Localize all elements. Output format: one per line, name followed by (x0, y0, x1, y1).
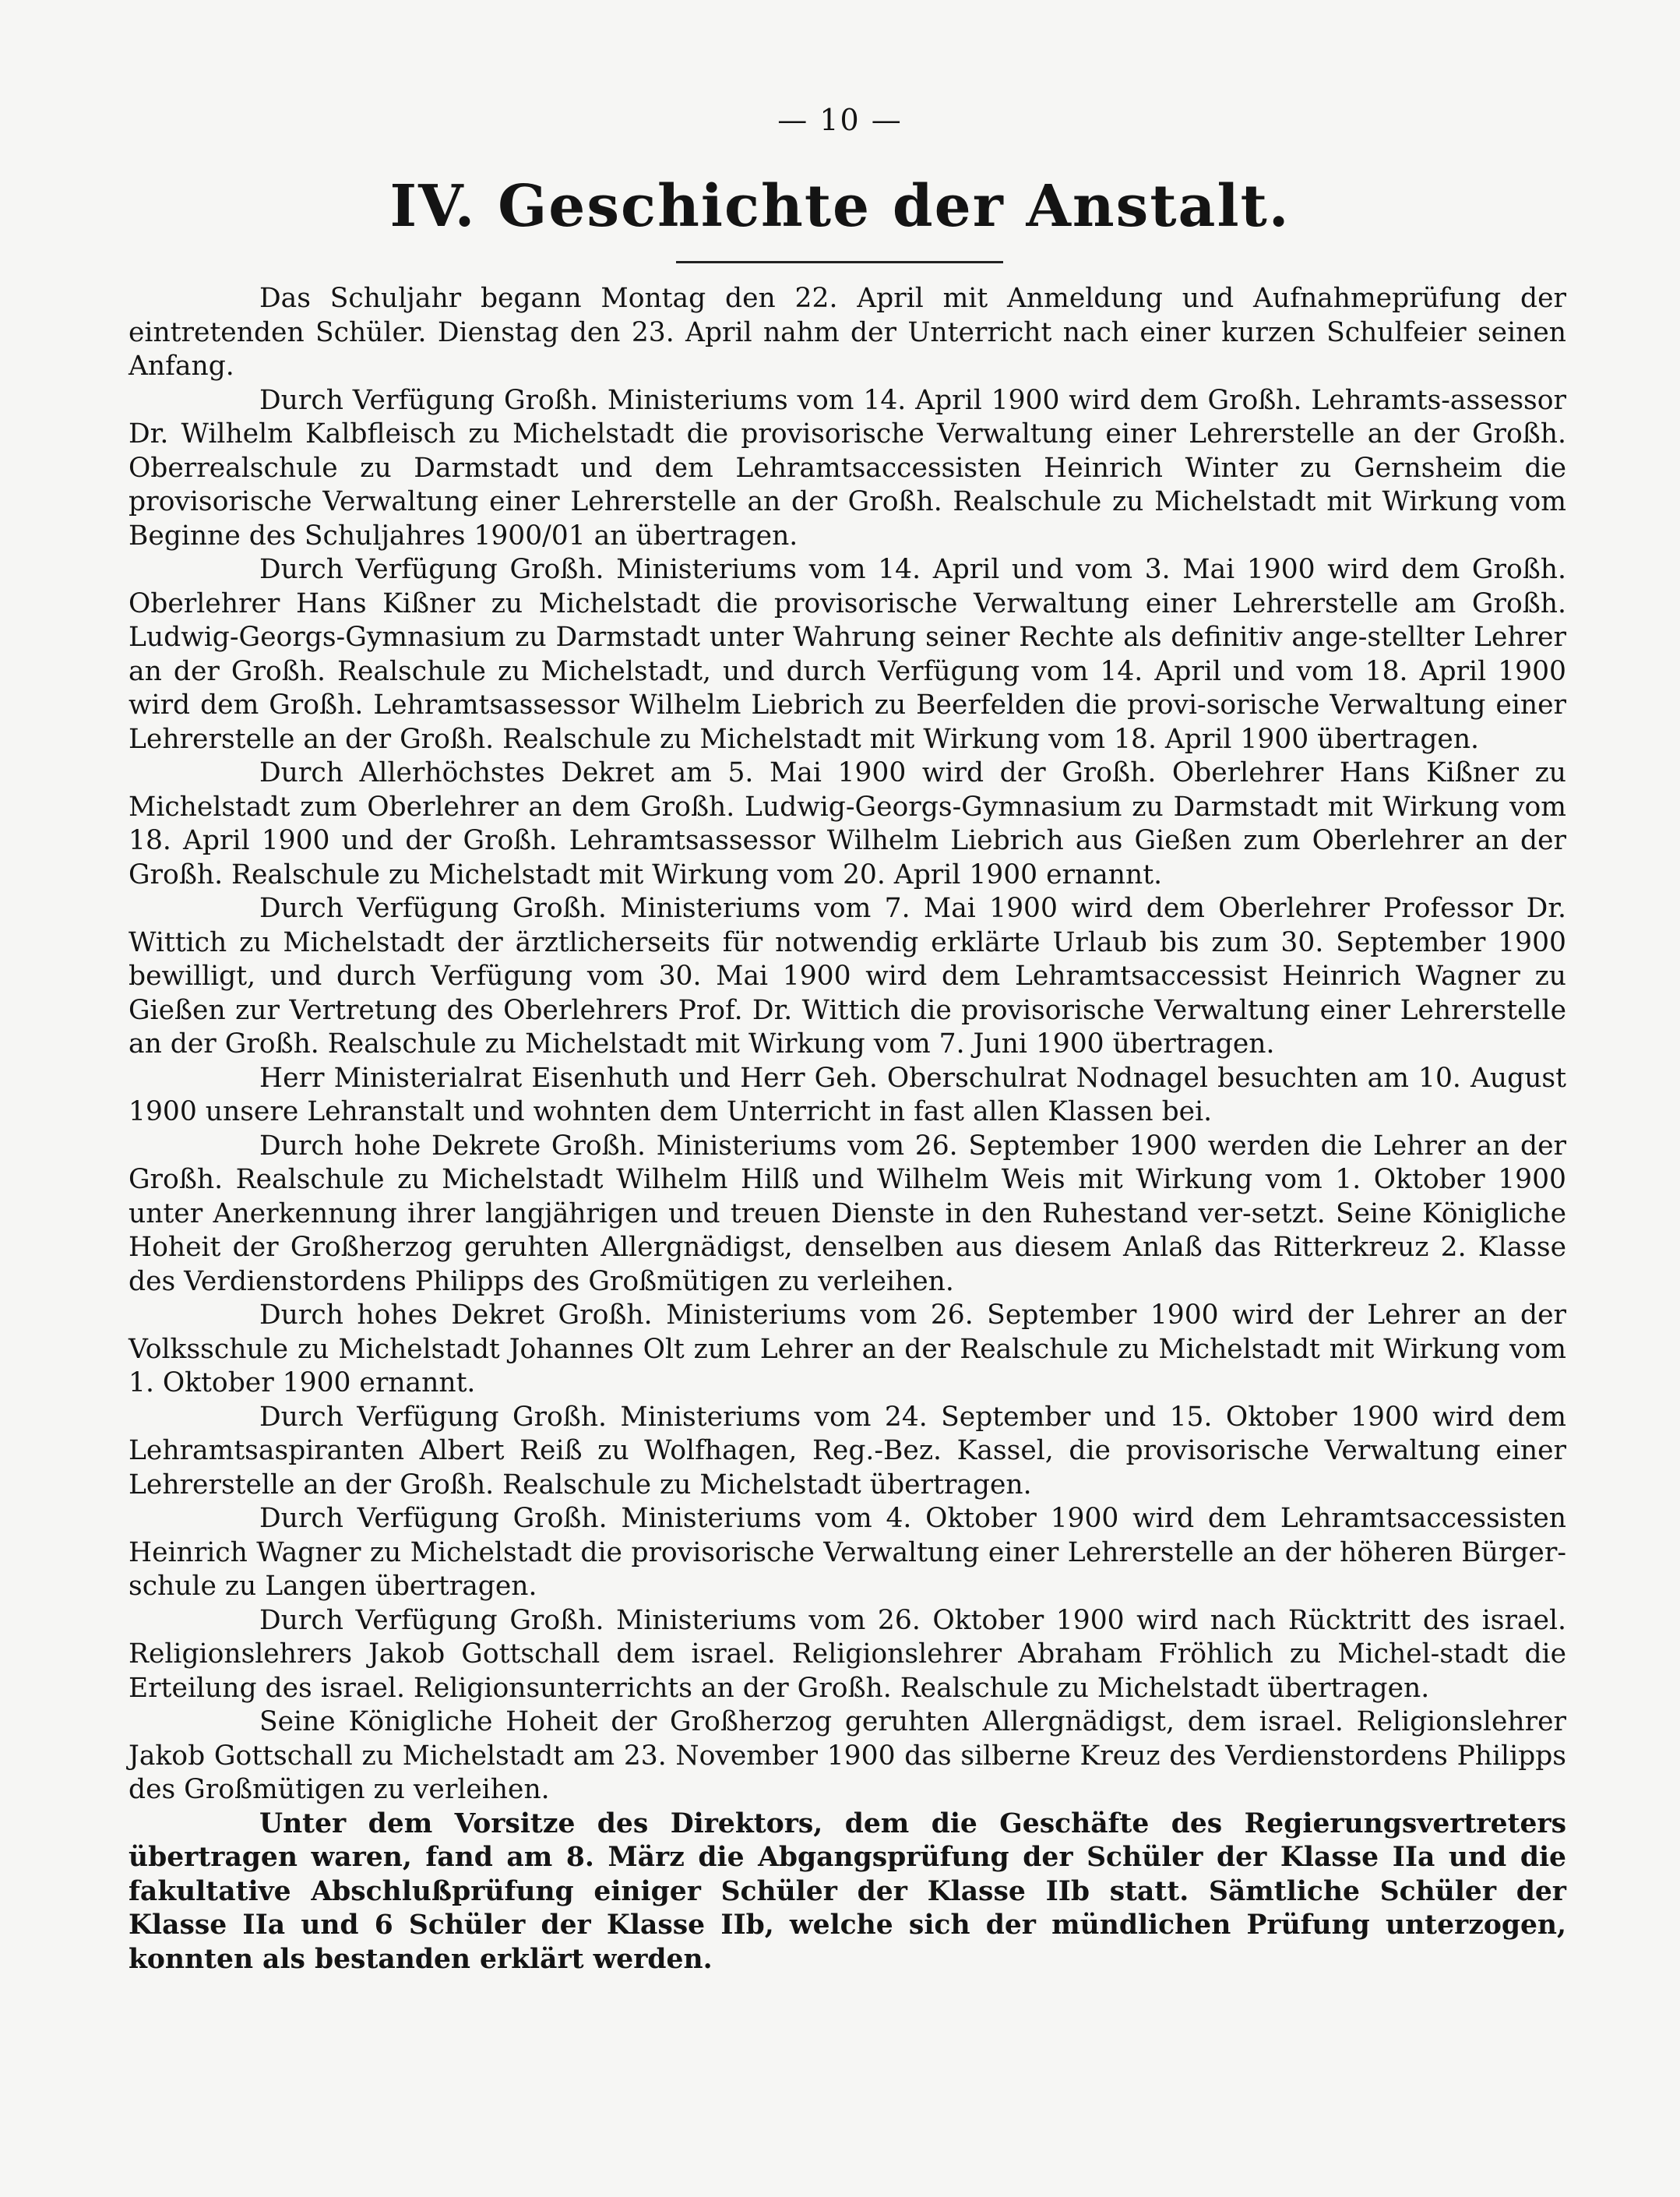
title-divider (676, 261, 1003, 263)
paragraph-10: Durch Verfügung Großh. Ministeriums vom 4. Oktober 1900 wird dem Lehramtsaccessisten Heinrich Wagner zu Michelstadt die provisorische Verwaltung einer Lehrerstelle an der höheren Bürger-schule zu Langen übertragen. (129, 1503, 1566, 1602)
paragraph-3: Durch Verfügung Großh. Ministeriums vom 14. April und vom 3. Mai 1900 wird dem Großh. Oberlehrer Hans Kißner zu Michelstadt die provisorische Verwaltung einer Lehrerstelle am Großh. Ludwig-Georgs-Gymnasium zu Darmstadt unter Wahrung seiner Rechte als definitiv ange-stellter Lehrer an der Großh. Realschule zu Michelstadt, und durch Verfügung vom 14. April und vom 18. April 1900 wird dem Großh. Lehramtsassessor Wilhelm Liebrich zu Beerfelden die provi-sorische Verwaltung einer Lehrerstelle an der Großh. Realschule zu Michelstadt mit Wirkung vom 18. April 1900 übertragen. (129, 554, 1566, 755)
paragraph-12: Seine Königliche Hoheit der Großherzog geruhten Allergnädigst, dem israel. Religionslehrer Jakob Gottschall zu Michelstadt am 23. November 1900 das silberne Kreuz des Verdienstordens Philipps des Großmütigen zu verleihen. (129, 1706, 1566, 1805)
paragraph-9: Durch Verfügung Großh. Ministeriums vom 24. September und 15. Oktober 1900 wird dem Lehramtsaspiranten Albert Reiß zu Wolfhagen, Reg.-Bez. Kassel, die provisorische Verwaltung einer Lehrerstelle an der Großh. Realschule zu Michelstadt übertragen. (129, 1401, 1566, 1501)
body-text (129, 282, 1566, 1977)
paragraph-2: Durch Verfügung Großh. Ministeriums vom 14. April 1900 wird dem Großh. Lehramts-assessor Dr. Wilhelm Kalbfleisch zu Michelstadt die provisorische Verwaltung einer Lehrerstelle an der Großh. Oberrealschule zu Darmstadt und dem Lehramtsaccessisten Heinrich Winter zu Gernsheim die provisorische Verwaltung einer Lehrerstelle an der Großh. Realschule zu Michelstadt mit Wirkung vom Beginne des Schuljahres 1900/01 an übertragen. (129, 384, 1566, 552)
paragraph-5: Durch Verfügung Großh. Ministeriums vom 7. Mai 1900 wird dem Oberlehrer Professor Dr. Wittich zu Michelstadt der ärztlicherseits für notwendig erklärte Urlaub bis zum 30. September 1900 bewilligt, und durch Verfügung vom 30. Mai 1900 wird dem Lehramtsaccessist Heinrich Wagner zu Gießen zur Vertretung des Oberlehrers Prof. Dr. Wittich die provisorische Verwaltung einer Lehrerstelle an der Großh. Realschule zu Michelstadt mit Wirkung vom 7. Juni 1900 übertragen. (129, 893, 1566, 1060)
paragraph-8: Durch hohes Dekret Großh. Ministeriums vom 26. September 1900 wird der Lehrer an der Volksschule zu Michelstadt Johannes Olt zum Lehrer an der Realschule zu Michelstadt mit Wirkung vom 1. Oktober 1900 ernannt. (129, 1300, 1566, 1398)
paragraph-13: Unter dem Vorsitze des Direktors, dem die Geschäfte des Regierungsvertreters übertragen waren, fand am 8. März die Abgangsprüfung der Schüler der Klasse IIa und die fakultative Abschlußprüfung einiger Schüler der Klasse IIb statt. Sämtliche Schüler der Klasse IIa und 6 Schüler der Klasse IIb, welche sich der mündlichen Prüfung unterzogen, konnten als bestanden erklärt werden. (129, 1807, 1566, 1975)
paragraph-4: Durch Allerhöchstes Dekret am 5. Mai 1900 wird der Großh. Oberlehrer Hans Kißner zu Michelstadt zum Oberlehrer an dem Großh. Ludwig-Georgs-Gymnasium zu Darmstadt mit Wirkung vom 18. April 1900 und der Großh. Lehramtsassessor Wilhelm Liebrich aus Gießen zum Oberlehrer an der Großh. Realschule zu Michelstadt mit Wirkung vom 20. April 1900 ernannt. (129, 757, 1566, 890)
paragraph-11: Durch Verfügung Großh. Ministeriums vom 26. Oktober 1900 wird nach Rücktritt des israel. Religionslehrers Jakob Gottschall dem israel. Religionslehrer Abraham Fröhlich zu Michel-stadt die Erteilung des israel. Religionsunterrichts an der Großh. Realschule zu Michelstadt übertragen. (129, 1604, 1566, 1704)
paragraph-1: Das Schuljahr begann Montag den 22. April mit Anmeldung und Aufnahmeprüfung der eintretenden Schüler. Dienstag den 23. April nahm der Unterricht nach einer kurzen Schulfeier seinen Anfang. (129, 283, 1566, 382)
paragraph-7: Durch hohe Dekrete Großh. Ministeriums vom 26. September 1900 werden die Lehrer an der Großh. Realschule zu Michelstadt Wilhelm Hilß und Wilhelm Weis mit Wirkung vom 1. Oktober 1900 unter Anerkennung ihrer langjährigen und treuen Dienste in den Ruhestand ver-setzt. Seine Königliche Hoheit der Großherzog geruhten Allergnädigst, denselben aus diesem Anlaß das Ritterkreuz 2. Klasse des Verdienstordens Philipps des Großmütigen zu verleihen. (129, 1130, 1566, 1297)
section-title: IV. Geschichte der Anstalt. (389, 173, 1291, 240)
paragraph-6: Herr Ministerialrat Eisenhuth und Herr Geh. Oberschulrat Nodnagel besuchten am 10. August 1900 unsere Lehranstalt und wohnten dem Unterricht in fast allen Klassen bei. (129, 1062, 1566, 1127)
page-number: — 10 — (777, 103, 903, 137)
